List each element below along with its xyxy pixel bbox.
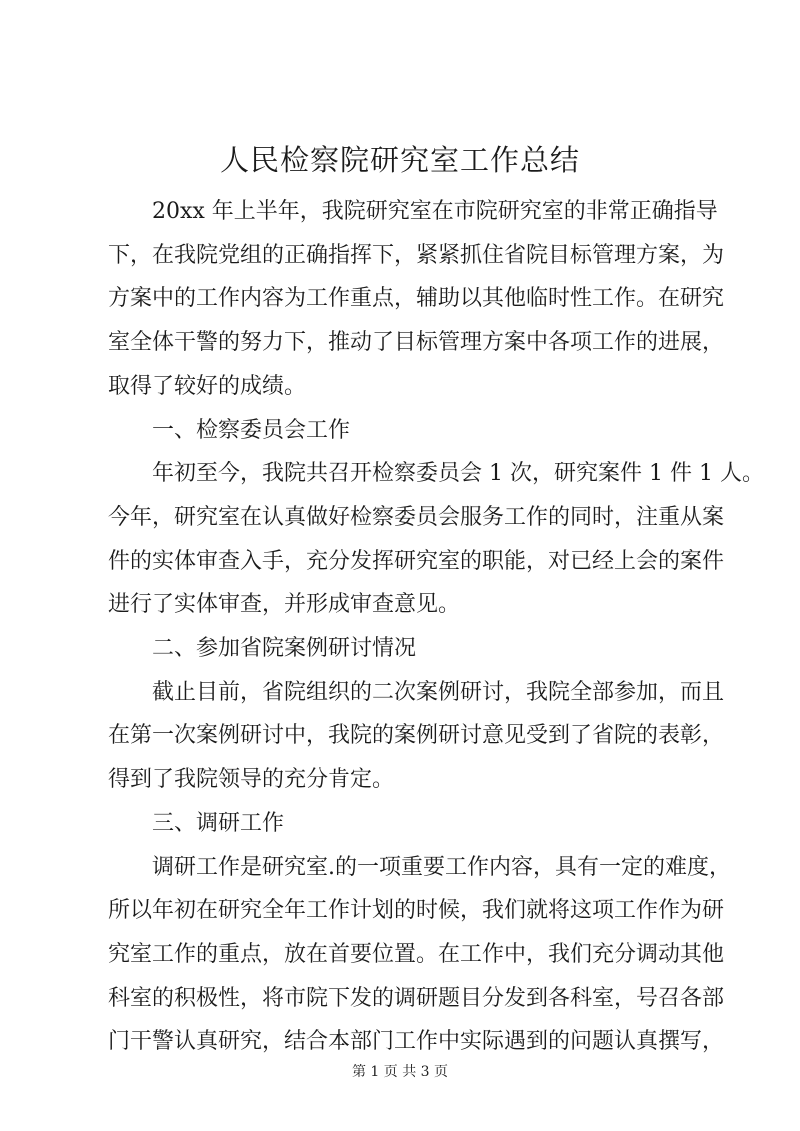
body-line: 方案中的工作内容为工作重点，辅助以其他临时性工作。在研究 [108, 286, 725, 312]
body-line: 年初至今，我院共召开检察委员会 1 次，研究案件 1 件 1 人。 [152, 461, 764, 487]
document-title: 人民检察院研究室工作总结 [219, 143, 580, 177]
body-line: 所以年初在研究全年工作计划的时候，我们就将这项工作作为研 [108, 898, 725, 924]
body-line: 取得了较好的成绩。 [108, 373, 307, 399]
body-line: 得到了我院领导的充分肯定。 [108, 767, 395, 793]
body-line: 一、检察委员会工作 [152, 417, 351, 443]
body-line: 下，在我院党组的正确指挥下，紧紧抓住省院目标管理方案，为 [108, 242, 725, 268]
body-line: 今年，研究室在认真做好检察委员会服务工作的同时，注重从案 [108, 504, 725, 530]
body-line: 二、参加省院案例研讨情况 [152, 636, 417, 662]
body-line: 截止目前，省院组织的二次案例研讨，我院全部参加，而且 [152, 679, 725, 705]
body-line: 门干警认真研究，结合本部门工作中实际遇到的问题认真撰写， [108, 1029, 725, 1055]
document-body [108, 190, 764, 1064]
body-line: 究室工作的重点，放在首要位置。在工作中，我们充分调动其他 [108, 941, 725, 967]
body-line: 在第一次案例研讨中，我院的案例研讨意见受到了省院的表彰， [108, 723, 725, 749]
body-line: 20xx 年上半年，我院研究室在市院研究室的非常正确指导 [152, 199, 718, 224]
body-line: 件的实体审查入手，充分发挥研究室的职能，对已经上会的案件 [108, 548, 725, 574]
body-line: 室全体干警的努力下，推动了目标管理方案中各项工作的进展， [108, 330, 725, 356]
body-line: 调研工作是研究室.的一项重要工作内容，具有一定的难度， [152, 854, 731, 880]
body-line: 三、调研工作 [152, 810, 285, 836]
body-line: 科室的积极性，将市院下发的调研题目分发到各科室，号召各部 [108, 985, 725, 1011]
page-number-footer: 第 1 页 共 3 页 [351, 1064, 449, 1080]
body-line: 进行了实体审查，并形成审查意见。 [108, 592, 461, 618]
